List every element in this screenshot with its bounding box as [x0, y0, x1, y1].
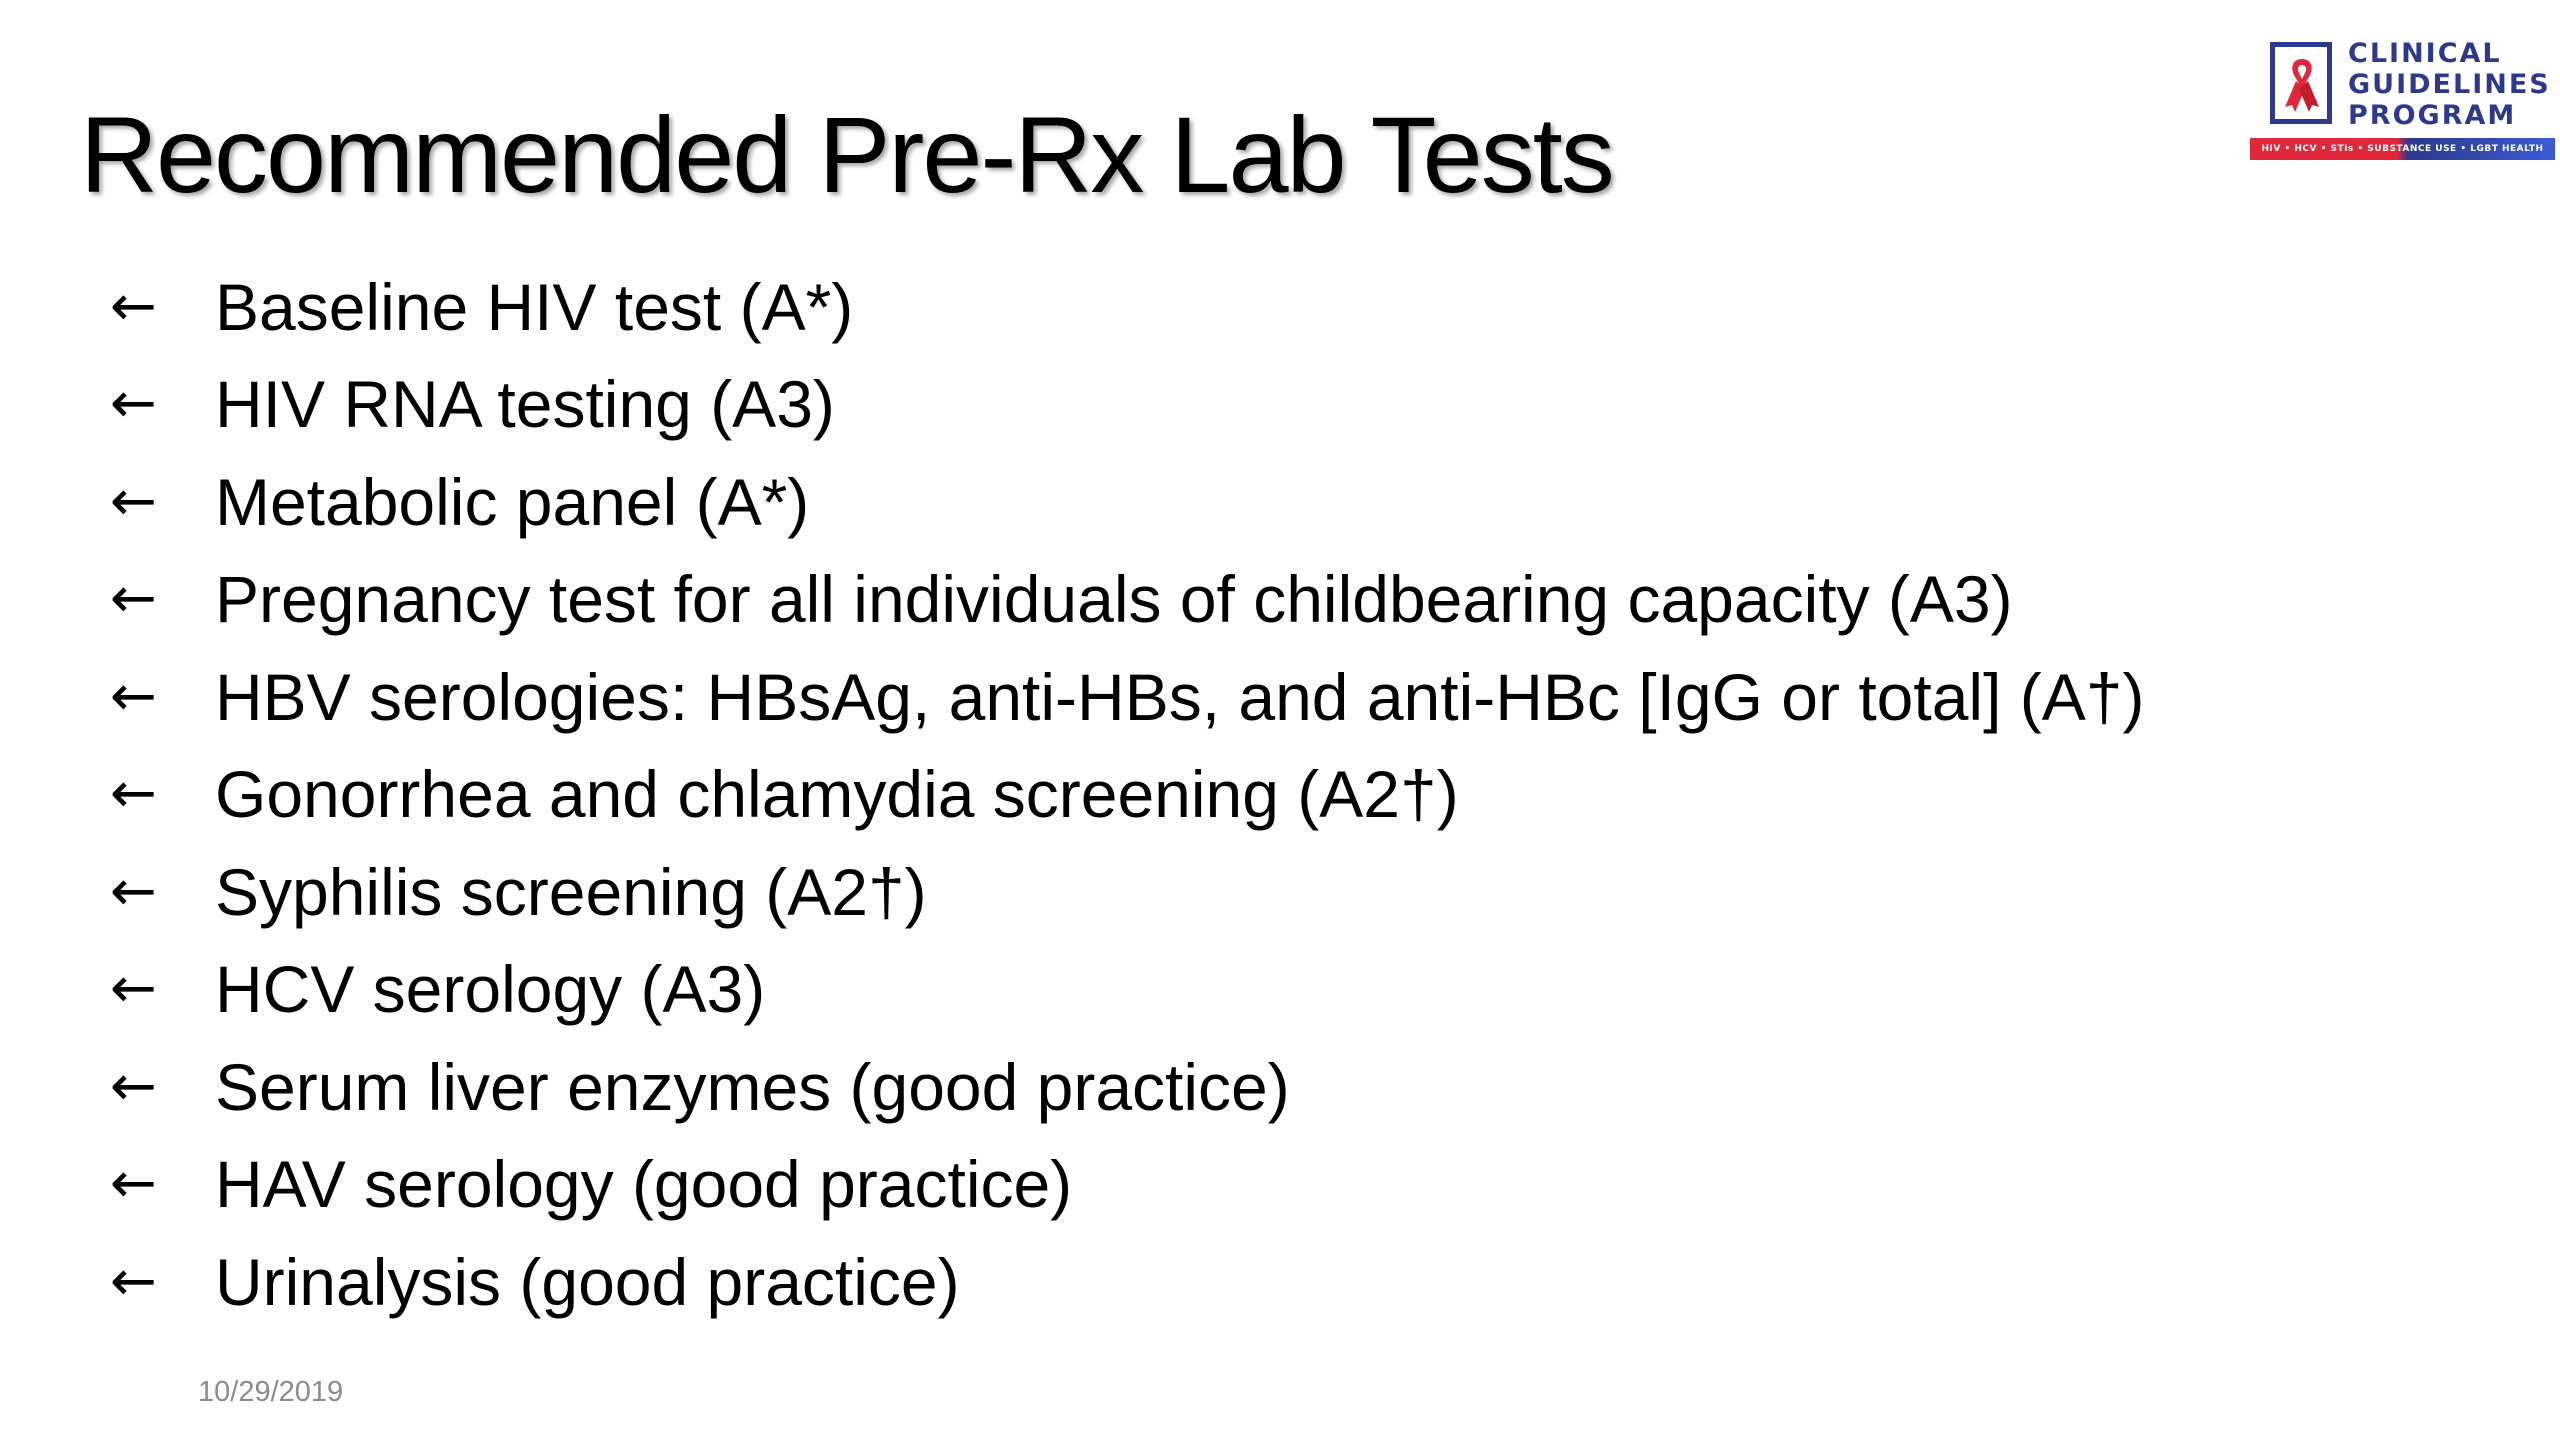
- list-item: [110, 1233, 2144, 1331]
- left-arrow-icon: ←: [110, 1151, 157, 1217]
- slide-title: Recommended Pre-Rx Lab Tests: [80, 94, 1613, 215]
- logo-text: [2348, 38, 2551, 131]
- left-arrow-icon: ←: [110, 273, 157, 339]
- left-arrow-icon: ←: [110, 858, 157, 924]
- list-item-text: Gonorrhea and chlamydia screening (A2†): [215, 757, 1459, 832]
- logo-line-3: PROGRAM: [2348, 100, 2517, 131]
- list-item: [110, 258, 2144, 356]
- list-item: [110, 1038, 2144, 1136]
- list-item: [110, 941, 2144, 1039]
- list-item: [110, 1136, 2144, 1234]
- logo-tagline-strip: [2250, 138, 2555, 160]
- list-item: [110, 453, 2144, 551]
- lab-test-list: [110, 258, 2144, 1331]
- list-item-text: HCV serology (A3): [215, 952, 766, 1027]
- logo-tagline: HIV • HCV • STIs • SUBSTANCE USE • LGBT HEALTH: [2261, 144, 2544, 154]
- left-arrow-icon: ←: [110, 566, 157, 632]
- left-arrow-icon: ←: [110, 761, 157, 827]
- left-arrow-icon: ←: [110, 468, 157, 534]
- list-item: [110, 648, 2144, 746]
- left-arrow-icon: ←: [110, 1248, 157, 1314]
- list-item: [110, 746, 2144, 844]
- list-item-text: Baseline HIV test (A*): [215, 269, 854, 344]
- slide-date: 10/29/2019: [198, 1376, 344, 1408]
- list-item-text: Metabolic panel (A*): [215, 464, 810, 539]
- list-item-text: HAV serology (good practice): [215, 1147, 1073, 1222]
- logo-line-1: CLINICAL: [2348, 38, 2502, 69]
- list-item: [110, 551, 2144, 649]
- list-item-text: Urinalysis (good practice): [215, 1244, 960, 1319]
- logo-box: [2270, 42, 2332, 124]
- list-item-text: HBV serologies: HBsAg, anti-HBs, and anti-HBc [IgG or total] (A†): [215, 659, 2145, 734]
- left-arrow-icon: ←: [110, 371, 157, 437]
- list-item-text: Syphilis screening (A2†): [215, 854, 927, 929]
- list-item-text: Pregnancy test for all individuals of childbearing capacity (A3): [215, 562, 2013, 637]
- left-arrow-icon: ←: [110, 956, 157, 1022]
- list-item-text: Serum liver enzymes (good practice): [215, 1049, 1290, 1124]
- logo-line-2: GUIDELINES: [2348, 69, 2551, 100]
- red-ribbon-icon: [2281, 55, 2323, 115]
- list-item: [110, 843, 2144, 941]
- list-item: [110, 356, 2144, 454]
- left-arrow-icon: ←: [110, 663, 157, 729]
- left-arrow-icon: ←: [110, 1053, 157, 1119]
- list-item-text: HIV RNA testing (A3): [215, 367, 835, 442]
- clinical-guidelines-program-logo: [2250, 34, 2555, 164]
